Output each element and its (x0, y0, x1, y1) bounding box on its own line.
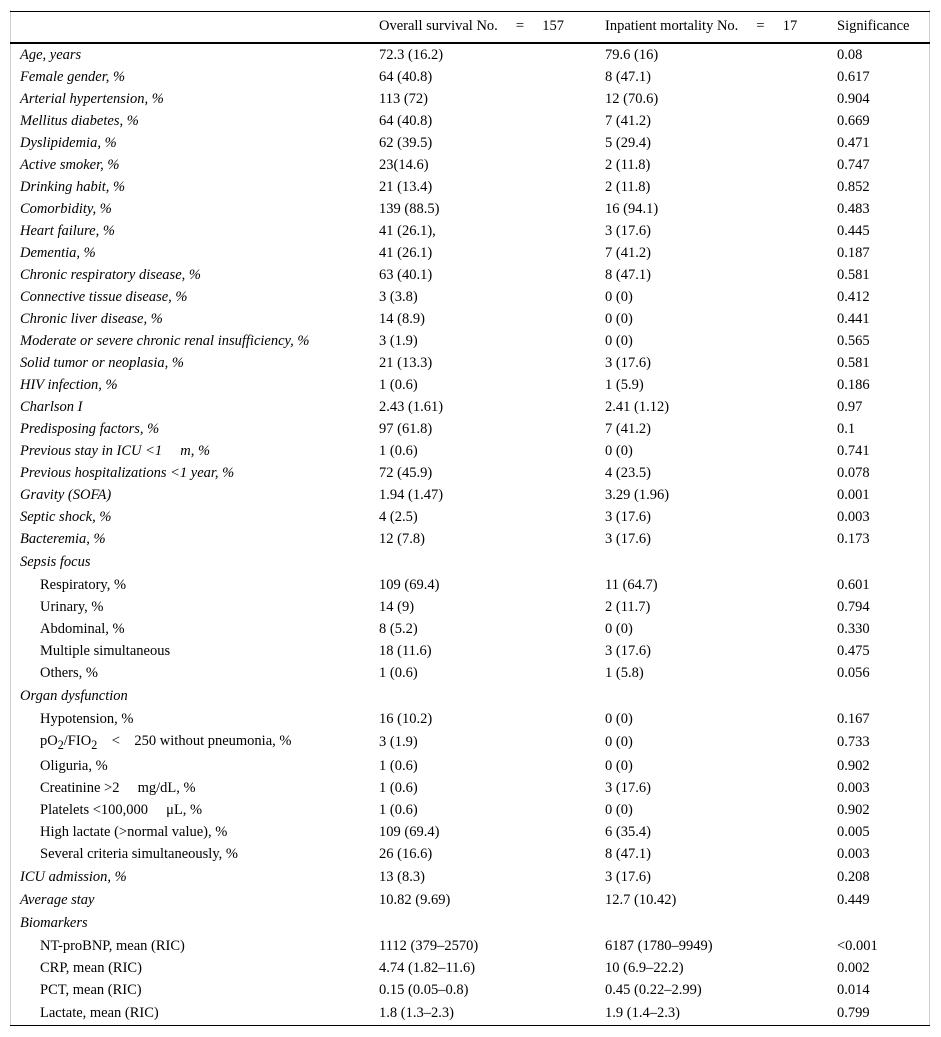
row-mortality: 7 (41.2) (605, 420, 651, 437)
row-name: Charlson I (20, 398, 83, 415)
po2-text-sub1: 2 (57, 737, 64, 752)
section-header-row (10, 684, 930, 708)
table-row (10, 821, 930, 843)
row-mortality: 3 (17.6) (605, 869, 651, 886)
table-row (10, 264, 930, 286)
row-mortality: 6 (35.4) (605, 824, 651, 841)
row-significance: 0.565 (837, 332, 870, 349)
row-significance: 0.208 (837, 869, 870, 886)
table-row (10, 889, 930, 911)
row-mortality: 12 (70.6) (605, 90, 659, 107)
row-name: Mellitus diabetes, % (20, 112, 139, 129)
row-survival: 26 (16.6) (379, 846, 433, 863)
row-survival: 1 (0.6) (379, 442, 418, 459)
table-row (10, 308, 930, 330)
empty-cell (827, 550, 930, 574)
empty-cell (595, 550, 827, 574)
row-significance: 0.330 (837, 620, 870, 637)
empty-cell (369, 550, 595, 574)
row-mortality: 1.9 (1.4–2.3) (605, 1005, 680, 1022)
row-survival: 64 (40.8) (379, 68, 433, 85)
header-overall-survival (369, 12, 595, 43)
header-survival-label: Overall survival No. (379, 18, 498, 35)
row-significance: 0.001 (837, 486, 870, 503)
table-row (10, 242, 930, 264)
table-row (10, 957, 930, 979)
row-significance: 0.483 (837, 200, 870, 217)
table-row (10, 596, 930, 618)
section-header-row (10, 550, 930, 574)
row-mortality: 1 (5.8) (605, 664, 644, 681)
row-survival: 14 (9) (379, 598, 415, 615)
row-survival: 21 (13.3) (379, 354, 433, 371)
row-significance: 0.581 (837, 354, 870, 371)
row-name: Urinary, % (40, 598, 104, 615)
row-mortality: 11 (64.7) (605, 576, 658, 593)
empty-cell (595, 911, 827, 935)
row-significance: 0.794 (837, 598, 870, 615)
row-significance: 0.167 (837, 710, 870, 727)
header-mortality-label: Inpatient mortality No. (605, 18, 739, 35)
row-name: Average stay (20, 892, 95, 909)
row-name: Chronic liver disease, % (20, 310, 163, 327)
header-row (10, 12, 930, 43)
empty-cell (827, 911, 930, 935)
row-mortality: 3.29 (1.96) (605, 486, 670, 503)
section-title: Biomarkers (20, 915, 88, 932)
row-mortality: 4 (23.5) (605, 464, 651, 481)
row-name: Previous stay in ICU <1 m, % (20, 442, 211, 459)
row-name: Respiratory, % (40, 576, 127, 593)
row-survival: 23(14.6) (379, 156, 429, 173)
row-name: Previous hospitalizations <1 year, % (20, 464, 235, 481)
row-significance: 0.08 (837, 46, 863, 63)
row-mortality: 0 (0) (605, 758, 633, 775)
row-significance: 0.902 (837, 758, 870, 775)
data-table (10, 11, 930, 1026)
row-significance: 0.445 (837, 222, 870, 239)
row-significance: 0.747 (837, 156, 870, 173)
table-row (10, 396, 930, 418)
row-significance: 0.056 (837, 664, 870, 681)
row-significance: 0.186 (837, 376, 870, 393)
row-mortality: 0 (0) (605, 710, 633, 727)
empty-cell (827, 684, 930, 708)
row-name: Comorbidity, % (20, 200, 112, 217)
row-name: Heart failure, % (20, 222, 115, 239)
empty-cell (369, 911, 595, 935)
table-row (10, 88, 930, 110)
row-mortality: 5 (29.4) (605, 134, 651, 151)
empty-cell (595, 684, 827, 708)
po2-text-p1: pO (40, 732, 58, 749)
table-row (10, 220, 930, 242)
row-survival: 0.15 (0.05–0.8) (379, 982, 469, 999)
table-row (10, 440, 930, 462)
row-mortality: 3 (17.6) (605, 508, 651, 525)
row-significance: 0.003 (837, 508, 870, 525)
table-row (10, 462, 930, 484)
table-row (10, 640, 930, 662)
row-survival: 3 (3.8) (379, 288, 418, 305)
row-significance: 0.187 (837, 244, 870, 261)
row-name: PCT, mean (RIC) (40, 982, 142, 999)
row-significance: 0.97 (837, 398, 863, 415)
row-significance: 0.741 (837, 442, 870, 459)
table-row (10, 799, 930, 821)
row-significance: <0.001 (837, 938, 878, 955)
row-significance: 0.003 (837, 846, 870, 863)
row-mortality: 0 (0) (605, 310, 633, 327)
table-body (10, 43, 930, 1026)
row-significance: 0.449 (837, 892, 870, 909)
row-name: Arterial hypertension, % (20, 90, 164, 107)
row-mortality: 8 (47.1) (605, 266, 651, 283)
row-name: Lactate, mean (RIC) (40, 1005, 159, 1022)
row-survival: 72.3 (16.2) (379, 46, 444, 63)
row-survival: 12 (7.8) (379, 530, 425, 547)
empty-cell (369, 684, 595, 708)
row-mortality: 7 (41.2) (605, 112, 651, 129)
row-mortality: 12.7 (10.42) (605, 892, 677, 909)
table-row (10, 574, 930, 596)
table-row (10, 865, 930, 889)
table-row (10, 777, 930, 799)
row-mortality: 6187 (1780–9949) (605, 938, 713, 955)
row-mortality: 2 (11.7) (605, 598, 651, 615)
row-mortality: 0 (0) (605, 288, 633, 305)
table-row (10, 484, 930, 506)
row-survival: 97 (61.8) (379, 420, 433, 437)
table-row (10, 528, 930, 550)
table-row (10, 43, 930, 66)
row-name: HIV infection, % (20, 376, 118, 393)
row-significance: 0.441 (837, 310, 870, 327)
table-row (10, 176, 930, 198)
row-mortality: 2 (11.8) (605, 178, 651, 195)
row-survival: 1 (0.6) (379, 664, 418, 681)
row-survival: 4 (2.5) (379, 508, 418, 525)
row-name: Multiple simultaneous (40, 642, 171, 659)
row-name: Several criteria simultaneously, % (40, 846, 238, 863)
row-survival: 109 (69.4) (379, 576, 440, 593)
table-row (10, 618, 930, 640)
row-mortality: 0 (0) (605, 332, 633, 349)
row-mortality: 3 (17.6) (605, 354, 651, 371)
row-significance: 0.1 (837, 420, 856, 437)
row-survival: 21 (13.4) (379, 178, 433, 195)
row-survival: 72 (45.9) (379, 464, 433, 481)
po2-text-p2: /FIO (63, 732, 92, 749)
row-survival: 1112 (379–2570) (379, 938, 479, 955)
row-survival: 3 (1.9) (379, 332, 418, 349)
row-name: Female gender, % (20, 68, 126, 85)
header-survival-n: 157 (542, 18, 564, 35)
row-name: Connective tissue disease, % (20, 288, 188, 305)
row-mortality: 0 (0) (605, 734, 633, 751)
table-row (10, 154, 930, 176)
row-name: Gravity (SOFA) (20, 486, 112, 503)
row-survival: 109 (69.4) (379, 824, 440, 841)
table-row (10, 730, 930, 756)
header-inpatient-mortality (595, 12, 827, 43)
row-survival: 1.94 (1.47) (379, 486, 444, 503)
row-mortality: 0 (0) (605, 802, 633, 819)
table-row (10, 418, 930, 440)
row-survival: 1 (0.6) (379, 376, 418, 393)
row-name: Abdominal, % (40, 620, 125, 637)
row-name: Drinking habit, % (20, 178, 126, 195)
row-survival: 1 (0.6) (379, 780, 418, 797)
row-name: Septic shock, % (20, 508, 112, 525)
row-survival: 13 (8.3) (379, 869, 425, 886)
row-mortality: 0 (0) (605, 620, 633, 637)
table-row (10, 662, 930, 684)
row-mortality: 0.45 (0.22–2.99) (605, 982, 702, 999)
table-row (10, 708, 930, 730)
row-significance: 0.617 (837, 68, 870, 85)
table-row (10, 1001, 930, 1026)
row-significance: 0.471 (837, 134, 870, 151)
table-row (10, 755, 930, 777)
row-name: Bacteremia, % (20, 530, 106, 547)
row-mortality: 8 (47.1) (605, 846, 651, 863)
row-survival: 64 (40.8) (379, 112, 433, 129)
header-significance: Significance (837, 18, 910, 35)
row-mortality: 0 (0) (605, 442, 633, 459)
row-name: Others, % (40, 664, 98, 681)
row-name: Dementia, % (20, 244, 96, 261)
row-name: High lactate (>normal value), % (40, 824, 228, 841)
row-mortality: 2.41 (1.12) (605, 398, 670, 415)
row-mortality: 3 (17.6) (605, 222, 651, 239)
row-significance: 0.581 (837, 266, 870, 283)
row-survival: 4.74 (1.82–11.6) (379, 960, 476, 977)
row-survival: 1 (0.6) (379, 802, 418, 819)
row-mortality: 10 (6.9–22.2) (605, 960, 684, 977)
row-survival: 14 (8.9) (379, 310, 425, 327)
row-name: Hypotension, % (40, 710, 134, 727)
row-mortality: 3 (17.6) (605, 780, 651, 797)
row-name: Chronic respiratory disease, % (20, 266, 201, 283)
row-name: Predisposing factors, % (20, 420, 160, 437)
row-significance: 0.669 (837, 112, 870, 129)
row-significance: 0.902 (837, 802, 870, 819)
row-survival: 1 (0.6) (379, 758, 418, 775)
row-name: Age, years (20, 46, 82, 63)
table-row (10, 132, 930, 154)
table-row (10, 286, 930, 308)
row-name: Platelets <100,000 μL, % (40, 802, 203, 819)
table-header (10, 12, 930, 43)
row-significance: 0.733 (837, 734, 870, 751)
row-significance: 0.078 (837, 464, 870, 481)
row-survival: 8 (5.2) (379, 620, 418, 637)
header-mortality-eq: = (756, 18, 765, 35)
row-name: ICU admission, % (20, 869, 127, 886)
row-survival: 63 (40.1) (379, 266, 433, 283)
section-title: Sepsis focus (20, 553, 91, 570)
row-significance: 0.014 (837, 982, 870, 999)
row-survival: 1.8 (1.3–2.3) (379, 1005, 454, 1022)
row-significance: 0.852 (837, 178, 870, 195)
row-name: NT-proBNP, mean (RIC) (40, 938, 185, 955)
row-mortality: 2 (11.8) (605, 156, 651, 173)
table-row (10, 374, 930, 396)
row-survival: 18 (11.6) (379, 642, 432, 659)
row-mortality: 8 (47.1) (605, 68, 651, 85)
row-survival: 41 (26.1), (379, 222, 436, 239)
row-significance: 0.799 (837, 1005, 870, 1022)
row-mortality: 79.6 (16) (605, 46, 659, 63)
table-row (10, 506, 930, 528)
row-mortality: 1 (5.9) (605, 376, 644, 393)
table-row (10, 352, 930, 374)
row-survival: 3 (1.9) (379, 734, 418, 751)
row-mortality: 7 (41.2) (605, 244, 651, 261)
po2-text-p3: < 250 without pneumonia, % (97, 732, 292, 749)
row-mortality: 16 (94.1) (605, 200, 659, 217)
table-row (10, 935, 930, 957)
po2-text-sub2: 2 (91, 737, 98, 752)
table-row (10, 198, 930, 220)
row-survival: 16 (10.2) (379, 710, 433, 727)
row-significance: 0.412 (837, 288, 870, 305)
row-name: Moderate or severe chronic renal insufficiency, % (20, 332, 310, 349)
row-survival: 10.82 (9.69) (379, 892, 451, 909)
row-name: Solid tumor or neoplasia, % (20, 354, 184, 371)
row-survival: 62 (39.5) (379, 134, 433, 151)
header-mortality-n: 17 (782, 18, 798, 35)
row-name: Dyslipidemia, % (20, 134, 117, 151)
table-row (10, 110, 930, 132)
row-name (10, 730, 369, 756)
row-significance: 0.002 (837, 960, 870, 977)
row-name: Oliguria, % (40, 758, 108, 775)
row-mortality: 3 (17.6) (605, 642, 651, 659)
row-significance: 0.005 (837, 824, 870, 841)
row-significance: 0.173 (837, 530, 870, 547)
table-row (10, 330, 930, 352)
row-significance: 0.003 (837, 780, 870, 797)
section-title: Organ dysfunction (20, 687, 128, 704)
row-survival: 2.43 (1.61) (379, 398, 444, 415)
row-survival: 139 (88.5) (379, 200, 440, 217)
row-name: Creatinine >2 mg/dL, % (40, 780, 196, 797)
row-significance: 0.904 (837, 90, 870, 107)
row-name: CRP, mean (RIC) (40, 960, 142, 977)
table-row (10, 66, 930, 88)
table-row (10, 979, 930, 1001)
header-variable (10, 12, 369, 43)
table-row (10, 843, 930, 865)
header-survival-eq: = (515, 18, 525, 35)
row-significance: 0.475 (837, 642, 870, 659)
row-name: Active smoker, % (20, 156, 120, 173)
row-significance: 0.601 (837, 576, 870, 593)
row-survival: 113 (72) (379, 90, 428, 107)
row-survival: 41 (26.1) (379, 244, 433, 261)
section-header-row (10, 911, 930, 935)
row-mortality: 3 (17.6) (605, 530, 651, 547)
